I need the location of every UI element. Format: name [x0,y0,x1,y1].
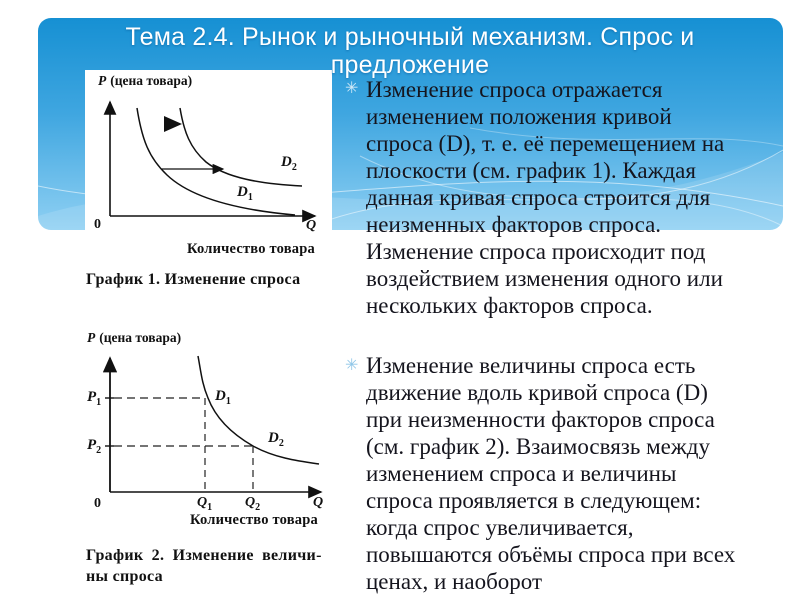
price-axis-text: (цена товара) [110,73,193,88]
d2-sub: 2 [291,162,297,173]
graph1-box [85,70,332,236]
p1-letter: P [87,389,97,405]
bullet-marker-1: ✳ [345,78,359,97]
graph2-q1-label [197,495,212,513]
text-line: ценах, и наоборот [366,569,543,594]
demand-curve-d2 [180,108,302,186]
d2-letter: D [268,430,279,446]
q1-letter: Q [197,495,208,510]
q2-letter: Q [245,495,256,510]
text-line: (см. график 2). Взаимосвязь между [366,434,710,459]
bullet-paragraph-2 [366,352,735,595]
graph2-d1-label [215,388,231,407]
text-line: плоскости (см. график 1). Каждая [366,158,696,183]
text-line: когда спрос увеличивается, [366,515,634,540]
text-line: Изменение величины спроса есть [366,353,696,378]
slide-title-line1: Тема 2.4. Рынок и рыночный механизм. Спрос и [125,23,695,51]
graph2-p2-label [87,437,101,456]
price-axis-text: (цена товара) [99,330,182,345]
graph1-figure-caption: График 1. Изменение спроса [86,271,301,288]
d1-letter: D [215,388,226,404]
slide-title [60,23,760,79]
text-line: повышаются объёмы спроса при всех [366,542,736,567]
graph2-price-axis-label [87,330,181,346]
slide-title-line2: предложение [330,51,490,79]
d2-sub: 2 [278,438,284,449]
graph2-box [85,330,335,512]
p-symbol: P [87,330,96,345]
text-line: данная кривая спроса строится для [366,185,711,210]
demand-curve [198,356,319,464]
graph2-caption-line1: График 2. Изменение величи- [86,547,322,564]
d1-sub: 1 [247,192,253,203]
p1-sub: 1 [96,397,102,408]
graph1-origin-label: 0 [94,217,101,232]
graph1-quantity-caption: Количество товара [187,241,315,257]
d1-sub: 1 [225,396,231,407]
text-line: изменением положения кривой [366,104,672,129]
text-line: спроса проявляется в следующем: [366,488,702,513]
graph2-plot [85,330,335,512]
graph1-q-axis-label: Q [306,218,317,233]
p-symbol: P [98,73,107,88]
text-line: Изменение спроса происходит под [366,239,706,264]
bullet-marker-2: ✳ [345,355,359,374]
graph2-p1-label [87,389,101,408]
text-line: воздействием изменения одного или [366,266,723,291]
graph1-plot [85,70,332,236]
graph2-origin-label: 0 [94,496,101,511]
demand-curve-d1 [137,108,295,215]
text-line: изменением спроса и величины [366,461,677,486]
graph1-d1-label [237,184,253,203]
text-line: движение вдоль кривой спроса (D) [366,380,708,405]
graph2-q-axis-label: Q [313,495,324,510]
text-line: нескольких факторов спроса. [366,293,653,318]
text-line: Изменение спроса отражается [366,77,663,102]
graph2-q2-label [245,495,260,513]
p2-sub: 2 [96,445,102,456]
d2-letter: D [281,154,292,170]
text-line: неизменных факторов спроса. [366,212,662,237]
p2-letter: P [87,437,97,453]
q2-sub: 2 [255,501,261,513]
graph2-figure-caption [86,545,322,587]
graph1-d2-label [281,154,297,173]
text-line: при неизменности факторов спроса [366,407,715,432]
graph2-quantity-caption: Количество товара [190,512,318,528]
graph2-d2-label [268,430,284,449]
text-line: спроса (D), т. е. её перемещением на [366,131,725,156]
d1-letter: D [237,184,248,200]
bullet-paragraph-1 [366,76,724,319]
graph2-caption-line2: ны спроса [86,568,163,585]
q1-sub: 1 [207,501,213,513]
